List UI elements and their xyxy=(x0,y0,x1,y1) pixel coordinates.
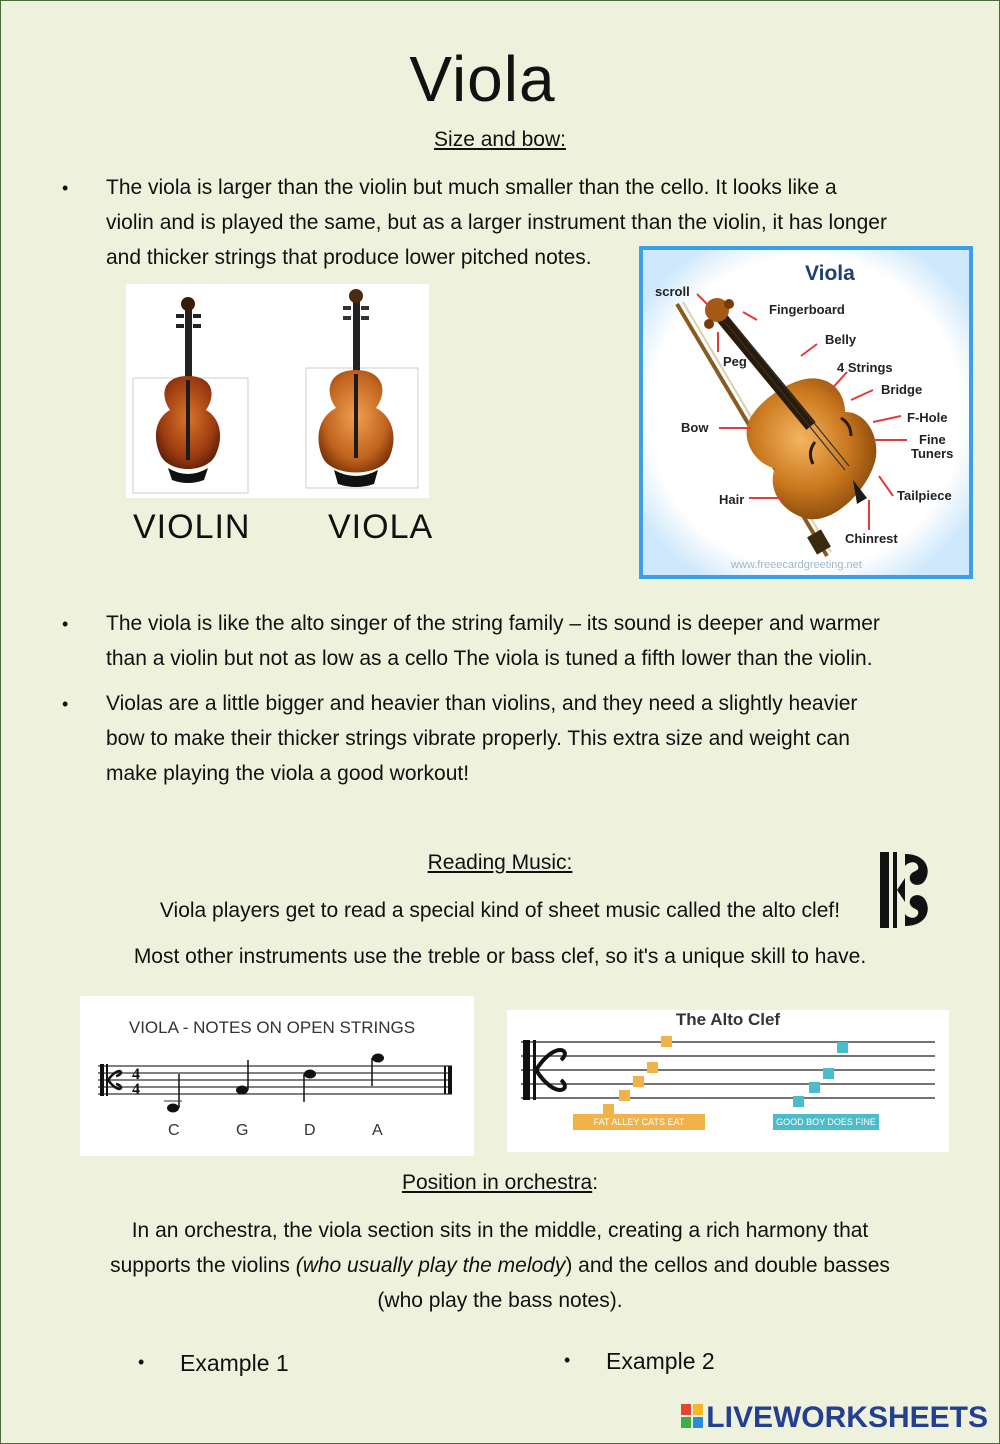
bullet-2-text xyxy=(106,606,880,676)
open-strings-staff-icon xyxy=(80,1046,474,1156)
alto-clef-icon xyxy=(878,850,934,930)
note-label: G xyxy=(236,1122,249,1139)
bullet-dot: • xyxy=(62,178,69,198)
bullet-3-line: Violas are a little bigger and heavier than violins, and they need a slightly heavier xyxy=(106,692,858,715)
svg-text:www.freeecardgreeting.net: www.freeecardgreeting.net xyxy=(731,559,862,571)
svg-text:Bow: Bow xyxy=(681,420,709,435)
bullet-dot: • xyxy=(138,1352,145,1372)
bullet-1-line: The viola is larger than the violin but much smaller than the cello. It looks like a xyxy=(106,176,837,199)
size-and-bow-heading: Size and bow: xyxy=(434,128,566,151)
svg-text:scroll: scroll xyxy=(655,284,690,299)
svg-text:Peg: Peg xyxy=(723,354,747,369)
open-strings-title: VIOLA - NOTES ON OPEN STRINGS xyxy=(128,1018,416,1037)
svg-text:4 Strings: 4 Strings xyxy=(837,360,893,375)
orchestra-heading-colon: : xyxy=(592,1171,599,1194)
svg-text:Chinrest: Chinrest xyxy=(845,531,898,546)
bullet-2-line: The viola is like the alto singer of the string family – its sound is deeper and warmer xyxy=(106,612,880,635)
example-1-link[interactable]: Example 1 xyxy=(180,1350,289,1376)
orchestra-text: ) and the cellos and double basses xyxy=(565,1254,890,1277)
bullet-3-text xyxy=(106,686,857,791)
note-label: D xyxy=(304,1122,316,1139)
svg-text:Belly: Belly xyxy=(825,332,857,347)
note-label: A xyxy=(372,1122,383,1139)
violin-viola-photo xyxy=(126,284,429,498)
viola-icon xyxy=(318,289,393,487)
example-2-link[interactable]: Example 2 xyxy=(606,1348,715,1374)
diagram-title: Viola xyxy=(805,262,855,285)
svg-text:Tailpiece: Tailpiece xyxy=(897,488,952,503)
orchestra-line: In an orchestra, the viola section sits in the middle, creating a rich harmony that xyxy=(131,1219,869,1242)
orchestra-line xyxy=(0,1248,1000,1283)
viola-parts-diagram xyxy=(639,246,973,579)
reading-line-2: Most other instruments use the treble or bass clef, so it's a unique skill to have. xyxy=(133,945,867,968)
instrument-photos-icon xyxy=(126,284,429,498)
alto-clef-staff-icon xyxy=(507,1034,949,1114)
svg-text:4: 4 xyxy=(132,1081,140,1098)
line-notes-tag: FAT ALLEY CATS EAT GARBAGE xyxy=(573,1114,705,1130)
liveworksheets-logo xyxy=(681,1401,988,1436)
alto-clef-card xyxy=(507,1010,949,1152)
orchestra-line: (who play the bass notes). xyxy=(377,1289,623,1312)
svg-text:F-Hole: F-Hole xyxy=(907,410,948,425)
violin-label: VIOLIN xyxy=(133,508,251,546)
reading-music-heading: Reading Music: xyxy=(427,851,573,874)
viola-diagram-icon xyxy=(639,246,973,579)
svg-text:Hair: Hair xyxy=(719,492,745,507)
liveworksheets-brand: LIVEWORKSHEETS xyxy=(706,1400,988,1434)
bullet-dot: • xyxy=(62,614,69,634)
svg-text:Bridge: Bridge xyxy=(881,382,923,397)
viola-label: VIOLA xyxy=(328,508,434,546)
bullet-1-line: violin and is played the same, but as a larger instrument than the violin, it has longer xyxy=(106,211,887,234)
bullet-1-line: and thicker strings that produce lower pitched notes. xyxy=(106,246,592,269)
note-label: C xyxy=(168,1122,180,1139)
bullet-3-line: bow to make their thicker strings vibrate properly. This extra size and weight can xyxy=(106,727,850,750)
svg-text:4: 4 xyxy=(132,1066,140,1083)
svg-text:Tuners: Tuners xyxy=(911,446,954,461)
orchestra-heading-wrap xyxy=(0,1171,1000,1195)
open-strings-card xyxy=(80,996,474,1156)
page-title: Viola xyxy=(409,43,556,115)
orchestra-paragraph xyxy=(0,1213,1000,1318)
bullet-dot: • xyxy=(564,1350,571,1370)
violin-icon xyxy=(156,297,220,483)
orchestra-text: supports the violins xyxy=(110,1254,296,1277)
orchestra-heading: Position in orchestra xyxy=(401,1171,593,1194)
alto-clef-title: The Alto Clef xyxy=(675,1010,781,1029)
space-notes-tag: GOOD BOY DOES FINE xyxy=(773,1114,879,1130)
svg-text:Fine: Fine xyxy=(919,432,946,447)
bullet-dot: • xyxy=(62,694,69,714)
orchestra-italic-text: (who usually play the melody xyxy=(295,1254,566,1277)
bullet-2-line: than a violin but not as low as a cello The viola is tuned a fifth lower than the violin. xyxy=(106,647,873,670)
bullet-3-line: make playing the viola a good workout! xyxy=(106,762,470,785)
liveworksheets-logo-icon xyxy=(681,1402,703,1436)
reading-line-1: Viola players get to read a special kind of sheet music called the alto clef! xyxy=(159,899,841,922)
svg-text:Fingerboard: Fingerboard xyxy=(769,302,845,317)
